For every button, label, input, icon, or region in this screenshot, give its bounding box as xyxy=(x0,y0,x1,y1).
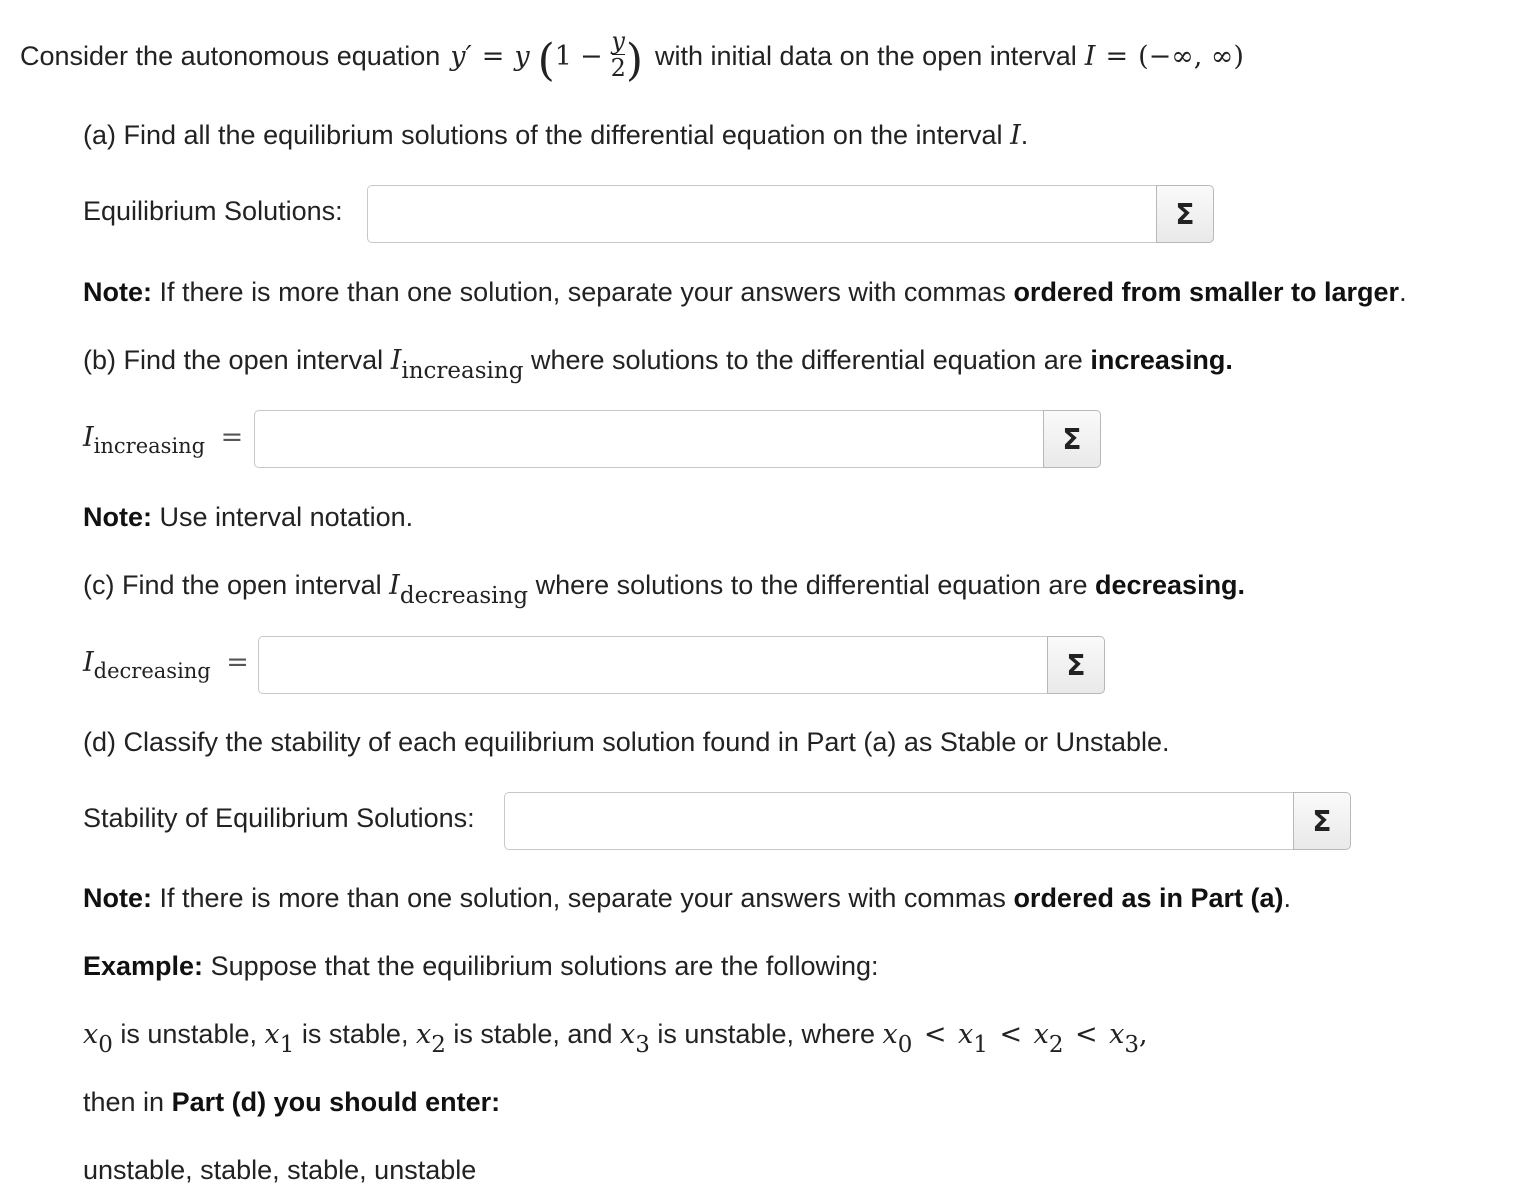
example-stability-line: x0 is unstable, x1 is stable, x2 is stable, and x3 is unstable, where x0 < x1 < x2 < x3, xyxy=(83,1019,1148,1058)
stability-input[interactable] xyxy=(504,792,1293,850)
example-answer: unstable, stable, stable, unstable xyxy=(83,1155,477,1185)
eq-lhs: y′ xyxy=(450,40,472,72)
interval-value: (−∞, ∞) xyxy=(1138,40,1244,72)
example-intro: Example: Suppose that the equilibrium solutions are the following: xyxy=(83,951,879,981)
sigma-icon: Σ xyxy=(1175,197,1195,231)
eq-fraction xyxy=(611,28,626,81)
part-b-question: (b) Find the open interval Iincreasing where solutions to the differential equation are increasing. xyxy=(83,345,1233,384)
sigma-icon: Σ xyxy=(1312,804,1332,838)
increasing-answer-group xyxy=(254,410,1101,468)
part-a-note: Note: If there is more than one solution, separate your answers with commas ordered from smaller to larger. xyxy=(83,277,1407,307)
stability-answer-group xyxy=(504,792,1351,850)
interval-var: I xyxy=(1084,40,1096,72)
increasing-sigma-button[interactable] xyxy=(1043,410,1101,468)
problem-intro xyxy=(20,26,1244,86)
increasing-label: $I_{increasing}$ = xyxy=(83,422,244,458)
equilibrium-answer-group xyxy=(367,185,1214,243)
decreasing-answer-group xyxy=(258,636,1105,694)
stability-label: Stability of Equilibrium Solutions: xyxy=(83,803,475,833)
increasing-input[interactable] xyxy=(254,410,1043,468)
frac-numerator: y xyxy=(611,26,625,55)
intro-middle: with initial data on the open interval xyxy=(655,40,1077,71)
equilibrium-input[interactable] xyxy=(367,185,1156,243)
frac-denominator: 2 xyxy=(610,53,626,82)
part-a-question: (a) Find all the equilibrium solutions of the differential equation on the interval I. xyxy=(83,120,1029,151)
eq-one: 1 xyxy=(554,40,572,72)
part-c-question: (c) Find the open interval Idecreasing where solutions to the differential equation are decreasing. xyxy=(83,570,1246,609)
interval-eq: = xyxy=(1105,40,1129,72)
decreasing-sigma-button[interactable] xyxy=(1047,636,1105,694)
stability-sigma-button[interactable] xyxy=(1293,792,1351,850)
example-then-line: then in Part (d) you should enter: xyxy=(83,1087,501,1117)
part-a-var: I xyxy=(1010,120,1021,151)
right-paren: ) xyxy=(625,35,644,86)
sigma-icon: Σ xyxy=(1062,422,1082,456)
eq-y: y xyxy=(514,40,530,72)
equilibrium-sigma-button[interactable] xyxy=(1156,185,1214,243)
equilibrium-label: Equilibrium Solutions: xyxy=(83,196,343,226)
sigma-icon: Σ xyxy=(1066,648,1086,682)
part-b-note: Note: Use interval notation. xyxy=(83,502,414,532)
eq-sign: = xyxy=(481,40,505,72)
eq-minus: − xyxy=(579,40,603,72)
part-d-note: Note: If there is more than one solution, separate your answers with commas ordered as in Part (a). xyxy=(83,883,1292,913)
decreasing-input[interactable] xyxy=(258,636,1047,694)
decreasing-label: $I_{decreasing}$ = xyxy=(83,647,249,683)
left-paren: ( xyxy=(537,35,555,86)
part-d-question: (d) Classify the stability of each equilibrium solution found in Part (a) as Stable or Unstable. xyxy=(83,727,1170,757)
intro-prefix: Consider the autonomous equation xyxy=(20,40,441,71)
